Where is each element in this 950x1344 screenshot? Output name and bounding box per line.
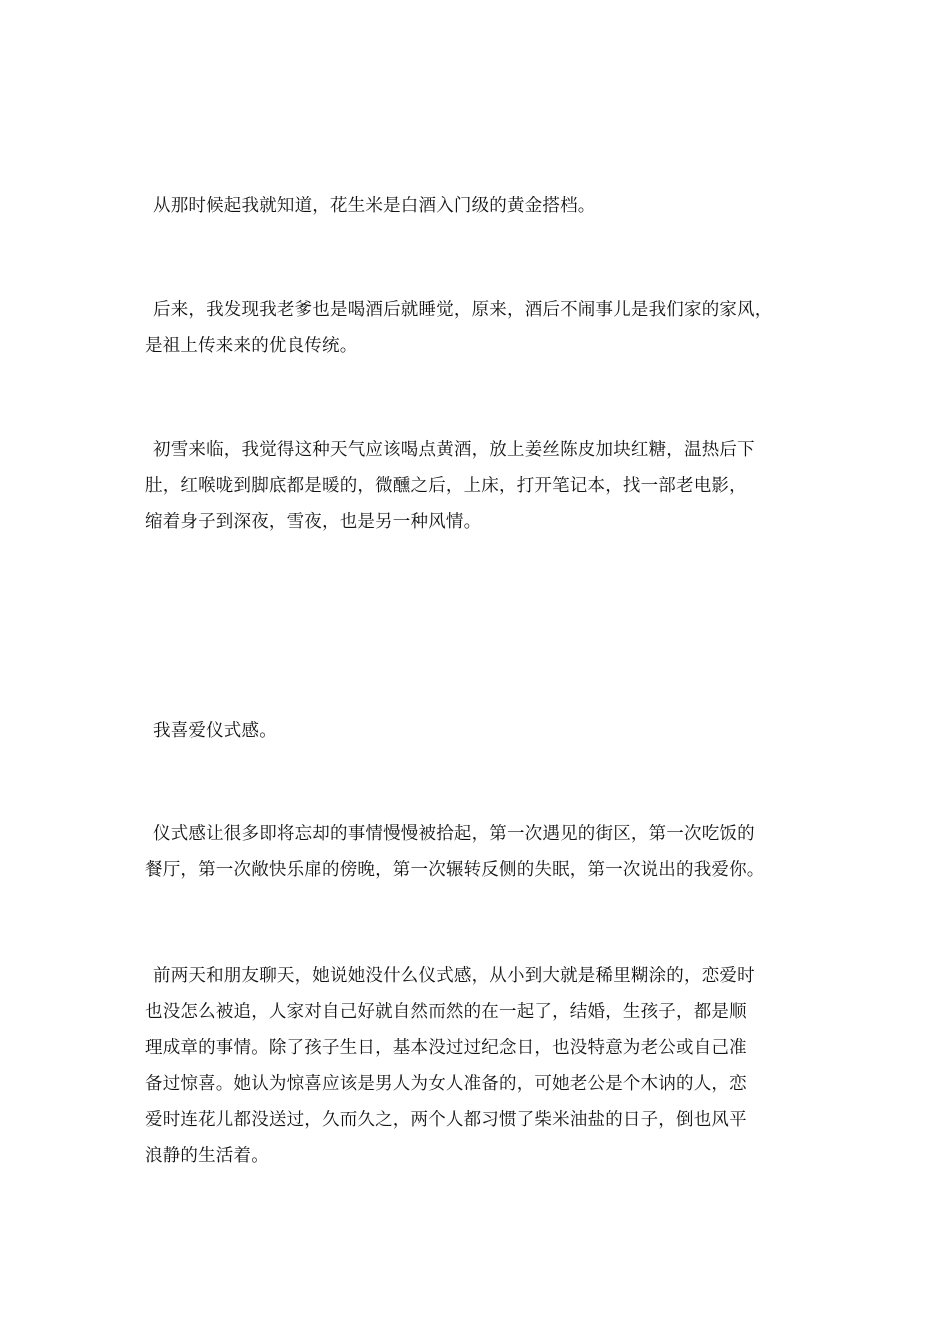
- paragraph-line: 肚，红喉咙到脚底都是暖的，微醺之后，上床，打开笔记本，找一部老电影，: [145, 476, 747, 496]
- paragraph-1: [145, 188, 810, 224]
- paragraph-line: 爱时连花儿都没送过，久而久之，两个人都习惯了柴米油盐的日子，倒也风平: [145, 1110, 747, 1130]
- paragraph-line: 初雪来临，我觉得这种天气应该喝点黄酒，放上姜丝陈皮加块红糖，温热后下: [153, 440, 755, 460]
- paragraph-line: 缩着身子到深夜，雪夜，也是另一种风情。: [145, 512, 482, 532]
- paragraph-line: 备过惊喜。她认为惊喜应该是男人为女人准备的，可她老公是个木讷的人，恋: [145, 1074, 747, 1094]
- paragraph-4: [145, 713, 810, 749]
- paragraph-line: 仪式感让很多即将忘却的事情慢慢被拾起，第一次遇见的街区，第一次吃饭的: [153, 824, 755, 844]
- paragraph-line: 也没怎么被追，人家对自己好就自然而然的在一起了，结婚，生孩子，都是顺: [145, 1002, 747, 1022]
- paragraph-line: 浪静的生活着。: [145, 1146, 269, 1166]
- paragraph-5: [145, 816, 810, 888]
- paragraph-line: 理成章的事情。除了孩子生日，基本没过过纪念日，也没特意为老公或自己准: [145, 1038, 747, 1058]
- paragraph-2: [145, 292, 810, 364]
- paragraph-line: 前两天和朋友聊天，她说她没什么仪式感，从小到大就是稀里糊涂的，恋爱时: [153, 966, 755, 986]
- paragraph-3: [145, 432, 810, 540]
- paragraph-line: 从那时候起我就知道，花生米是白酒入门级的黄金搭档。: [153, 196, 596, 216]
- paragraph-6: [145, 958, 810, 1174]
- paragraph-line: 后来，我发现我老爹也是喝酒后就睡觉，原来，酒后不闹事儿是我们家的家风，: [153, 300, 773, 320]
- paragraph-line: 是祖上传来来的优良传统。: [145, 336, 358, 356]
- paragraph-line: 我喜爱仪式感。: [153, 721, 277, 741]
- paragraph-line: 餐厅，第一次敞快乐扉的傍晚，第一次辗转反侧的失眠，第一次说出的我爱你。: [145, 860, 765, 880]
